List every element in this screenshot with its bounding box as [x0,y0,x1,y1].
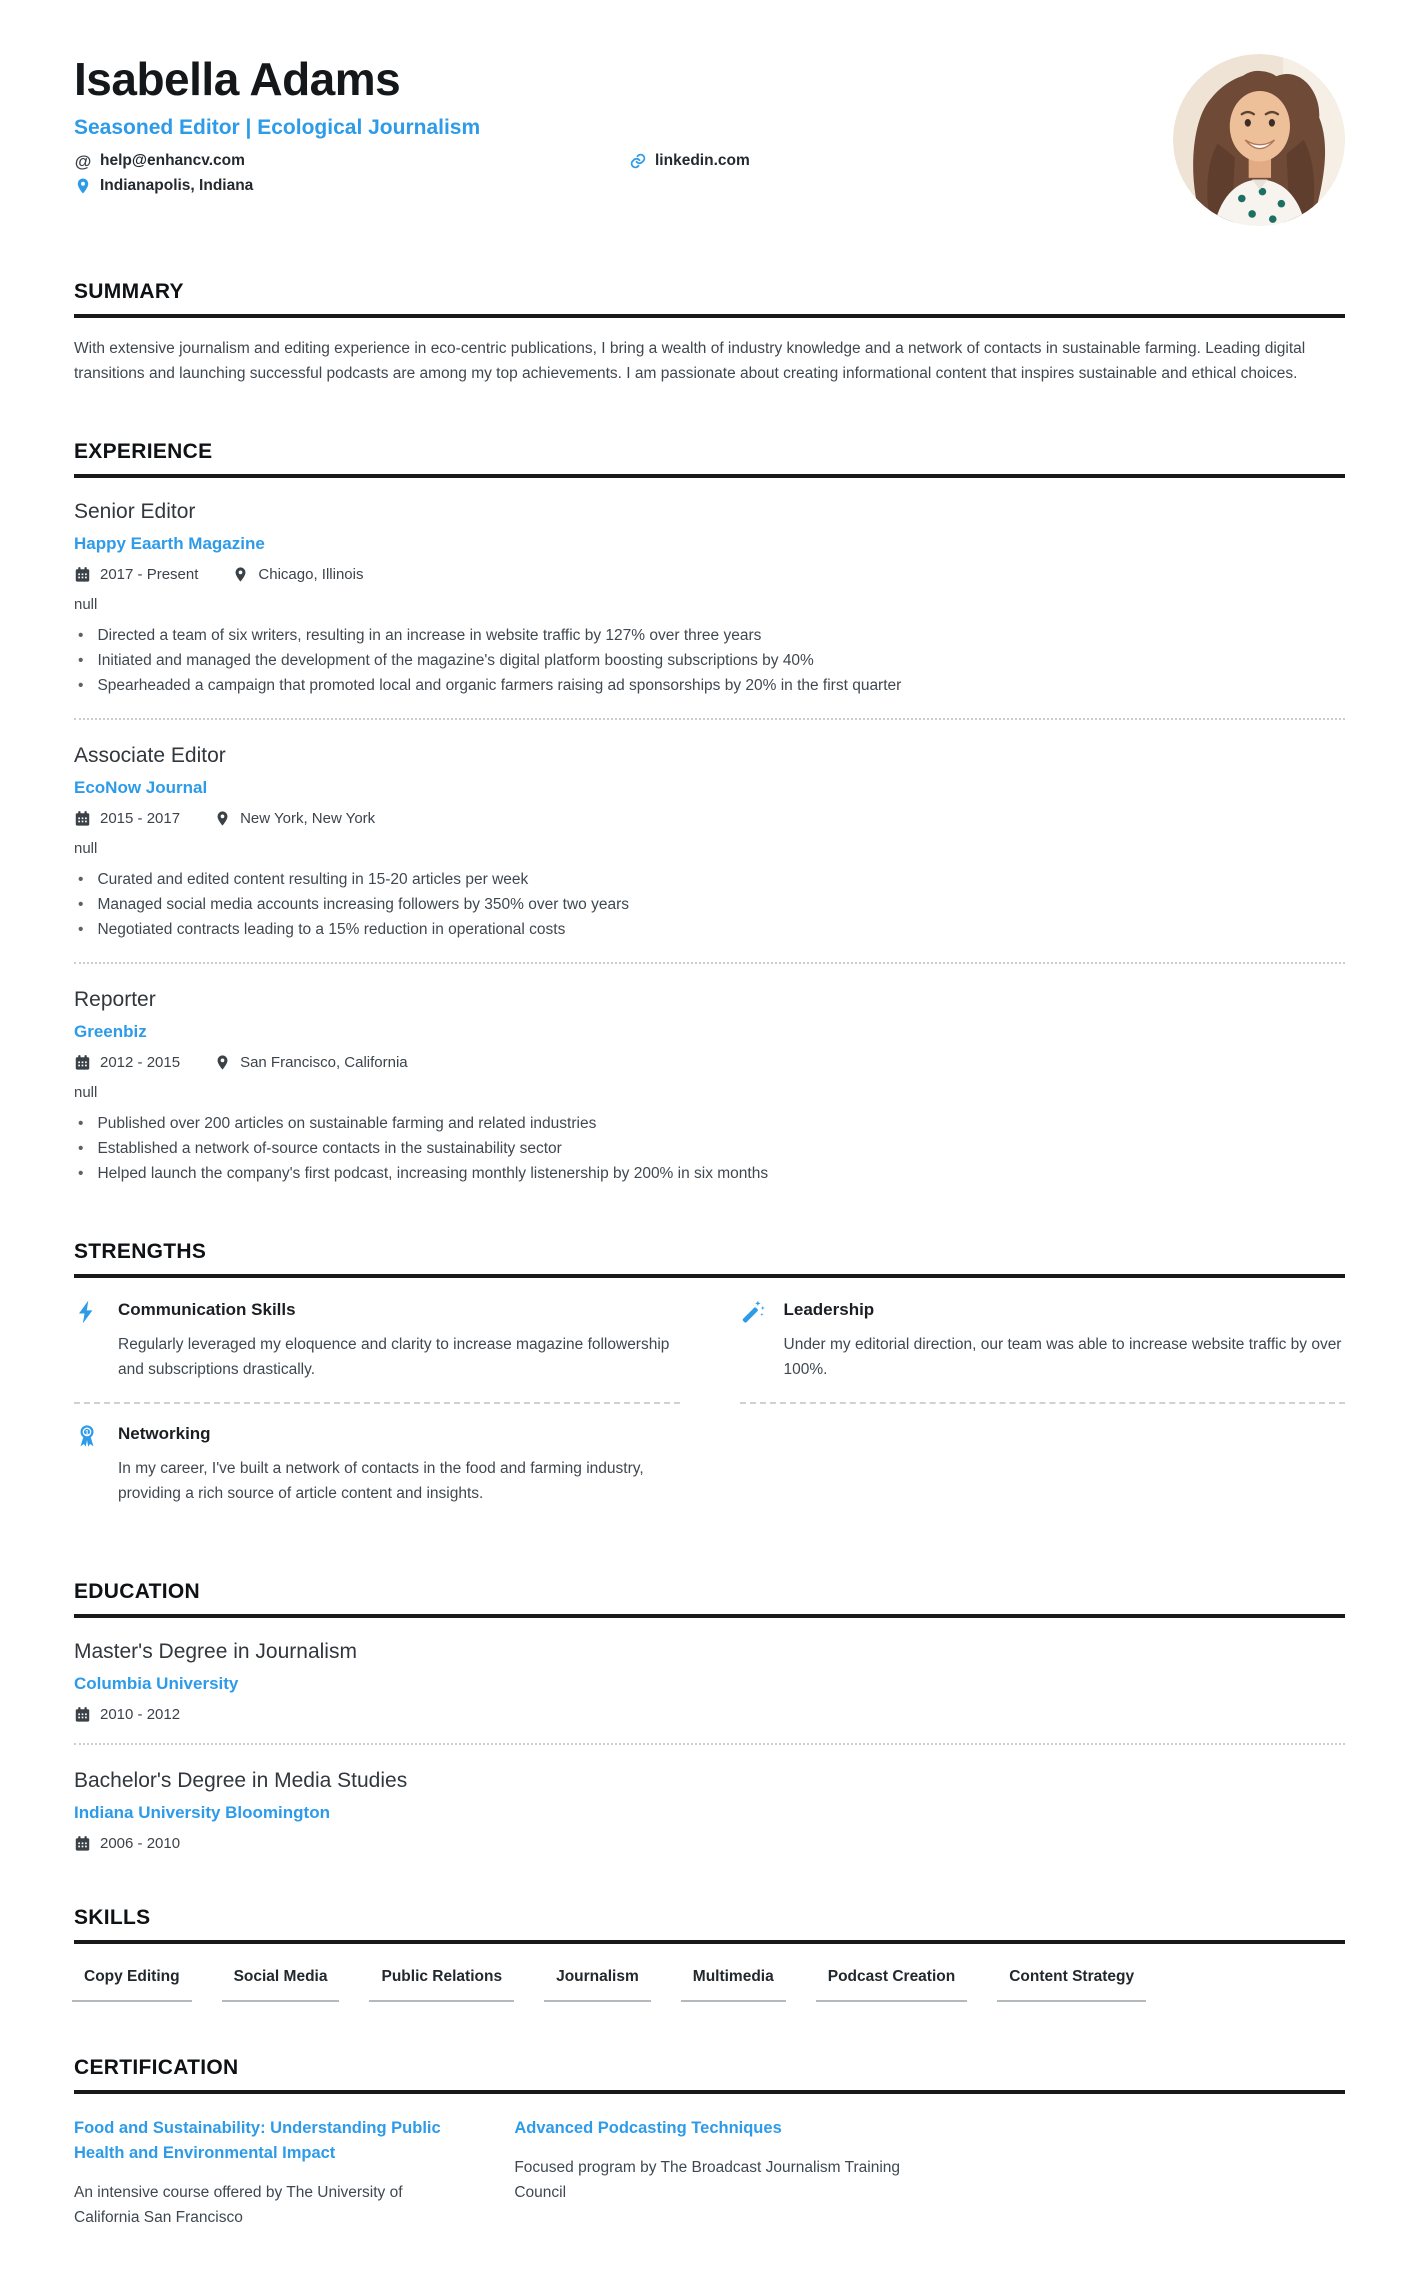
calendar-icon [74,1054,91,1071]
strength-text: Under my editorial direction, our team was able to increase website traffic by over 100%. [783,1336,1342,1378]
skill-tag: Copy Editing [72,1968,192,2002]
school-name: Columbia University [74,1674,239,1693]
education-dates: 2006 - 2010 [74,1835,180,1852]
bullet-item: • Negotiated contracts leading to a 15% reduction in operational costs [74,917,1345,942]
contact-list [74,152,750,195]
certification-title: Food and Sustainability: Understanding Public Health and Environmental Impact [74,2119,441,2162]
link-text: linkedin.com [655,152,750,169]
resume-header [74,52,1345,226]
job-meta [74,810,1345,827]
job-headline: Seasoned Editor | Ecological Journalism [74,116,481,139]
job-dates: 2012 - 2015 [74,1054,180,1071]
education-section [74,1580,1345,1852]
bullet-glyph: • [78,896,84,913]
person-name: Isabella Adams [74,53,401,105]
job-meta [74,1054,1345,1071]
experience-section [74,440,1345,1186]
education-meta [74,1835,1345,1852]
strengths-heading: STRENGTHS [74,1240,1345,1278]
certification-entry-empty [955,2116,1345,2230]
bullet-glyph: • [78,1115,84,1132]
location-contact [74,177,629,195]
job-dates: 2017 - Present [74,566,198,583]
skills-heading: SKILLS [74,1906,1345,1944]
job-location: Chicago, Illinois [232,566,363,583]
company-name: EcoNow Journal [74,778,208,797]
education-meta [74,1706,1345,1723]
link-contact[interactable] [629,152,750,170]
experience-heading: EXPERIENCE [74,440,1345,478]
bullet-glyph: • [78,871,84,888]
job-bullets [74,867,1345,942]
bullet-item: • Curated and edited content resulting in 15-20 articles per week [74,867,1345,892]
degree-title: Master's Degree in Journalism [74,1640,357,1663]
certification-entry [74,2116,464,2230]
bullet-item: • Initiated and managed the development of the magazine's digital platform boosting subscriptions by 40% [74,648,1345,673]
education-entry [74,1636,1345,1723]
job-location: San Francisco, California [214,1054,408,1071]
job-dates: 2015 - 2017 [74,810,180,827]
strength-item [740,1300,1346,1404]
bullet-item: • Helped launch the company's first podcast, increasing monthly listenership by 200% in six months [74,1161,1345,1186]
calendar-icon [74,566,91,583]
header-identity [74,52,750,195]
skills-list [74,1944,1345,2002]
calendar-icon [74,810,91,827]
degree-title: Bachelor's Degree in Media Studies [74,1769,408,1792]
magic-wand-icon [740,1299,766,1325]
at-icon: @ [74,151,92,171]
job-entry [74,496,1345,698]
location-pin-icon [74,177,92,195]
bullet-glyph: • [78,1165,84,1182]
job-location: New York, New York [214,810,375,827]
job-note: null [74,596,98,613]
strength-text: Regularly leveraged my eloquence and clarity to increase magazine followership and subscriptions drastically. [118,1336,670,1378]
skill-tag: Journalism [544,1968,651,2002]
strengths-section [74,1240,1345,1526]
skill-tag: Public Relations [369,1968,514,2002]
strength-title: Leadership [783,1300,875,1319]
summary-text: With extensive journalism and editing experience in eco-centric publications, I bring a wealth of industry knowledge and a network of contacts in sustainable farming. Leading digital transitions and launching successful podcasts are among my top achievements. I am passionate about creating informational content that inspires sustainable and ethical choices. [74,340,1306,382]
job-entry [74,962,1345,1186]
skill-tag: Social Media [222,1968,340,2002]
company-name: Greenbiz [74,1022,147,1041]
job-bullets [74,623,1345,698]
summary-section [74,280,1345,386]
calendar-icon [74,1706,91,1723]
education-entry [74,1743,1345,1852]
skills-section [74,1906,1345,2002]
bullet-item: • Managed social media accounts increasing followers by 350% over two years [74,892,1345,917]
link-icon [629,152,647,170]
bullet-item: • Directed a team of six writers, resulting in an increase in website traffic by 127% over three years [74,623,1345,648]
certification-desc: Focused program by The Broadcast Journalism Training Council [514,2158,901,2201]
bullet-glyph: • [78,677,84,694]
bullet-glyph: • [78,1140,84,1157]
svg-text:1: 1 [85,1429,89,1437]
job-title: Associate Editor [74,744,226,767]
school-name: Indiana University Bloomington [74,1803,330,1822]
location-pin-icon [214,1054,231,1071]
company-name: Happy Eaarth Magazine [74,534,265,553]
bullet-item: • Published over 200 articles on sustainable farming and related industries [74,1111,1345,1136]
email-contact[interactable] [74,152,629,170]
summary-heading: SUMMARY [74,280,1345,318]
certification-heading: CERTIFICATION [74,2056,1345,2094]
bullet-glyph: • [78,652,84,669]
certification-title: Advanced Podcasting Techniques [514,2119,782,2137]
avatar [1173,54,1345,226]
strength-title: Networking [118,1424,211,1443]
job-title: Reporter [74,988,156,1011]
strength-item [74,1300,680,1404]
medal-icon [74,1423,100,1449]
job-title: Senior Editor [74,500,196,523]
bullet-glyph: • [78,921,84,938]
bullet-glyph: • [78,627,84,644]
certification-desc: An intensive course offered by The University of California San Francisco [74,2183,403,2226]
job-note: null [74,840,98,857]
skill-tag: Content Strategy [997,1968,1146,2002]
bullet-item: • Established a network of-source contacts in the sustainability sector [74,1136,1345,1161]
email-text: help@enhancv.com [100,152,245,169]
strength-title: Communication Skills [118,1300,296,1319]
location-text: Indianapolis, Indiana [100,177,254,194]
job-meta [74,566,1345,583]
skill-tag: Multimedia [681,1968,786,2002]
job-note: null [74,1084,98,1101]
certification-section [74,2056,1345,2230]
job-bullets [74,1111,1345,1186]
job-entry [74,718,1345,942]
location-pin-icon [232,566,249,583]
location-pin-icon [214,810,231,827]
strength-item [74,1424,680,1526]
strength-text: In my career, I've built a network of contacts in the food and farming industry, providing a rich source of article content and insights. [118,1460,644,1502]
calendar-icon [74,1835,91,1852]
bullet-item: • Spearheaded a campaign that promoted local and organic farmers raising ad sponsorships by 20% in the first quarter [74,673,1345,698]
education-heading: EDUCATION [74,1580,1345,1618]
education-dates: 2010 - 2012 [74,1706,180,1723]
certification-entry [514,2116,904,2230]
lightning-icon [74,1299,100,1325]
skill-tag: Podcast Creation [816,1968,967,2002]
